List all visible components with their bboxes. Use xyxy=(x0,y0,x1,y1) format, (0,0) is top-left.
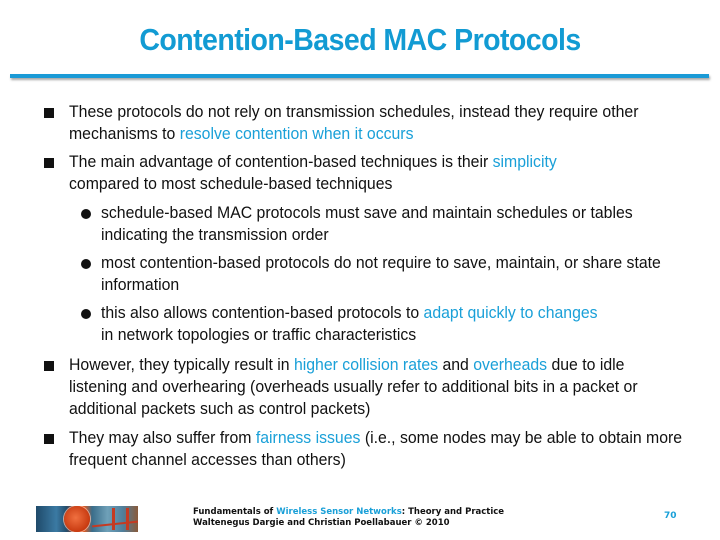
sub-bullet-item: this also allows contention-based protocols to adapt quickly to changes in network topologies or traffic characteristics xyxy=(101,303,598,344)
round-bullet-icon xyxy=(81,209,91,219)
bullet-item: The main advantage of contention-based techniques is their simplicity compared to most schedule-based techniques xyxy=(69,152,557,193)
sub-bullet-item: most contention-based protocols do not require to save, maintain, or share state information xyxy=(101,253,661,294)
square-bullet-icon xyxy=(44,361,54,371)
square-bullet-icon xyxy=(44,158,54,168)
highlight-collision-rates: higher collision rates xyxy=(293,355,439,374)
bridge-deck-graphic xyxy=(92,521,138,528)
highlight-adapt-quickly: adapt quickly to changes xyxy=(423,303,598,322)
page-number: 70 xyxy=(664,511,677,521)
square-bullet-icon xyxy=(44,108,54,118)
round-bullet-icon xyxy=(81,309,91,319)
footer-line-2: Waltenegus Dargie and Christian Poellabauer © 2010 xyxy=(193,518,450,528)
highlight-overheads: overheads xyxy=(473,355,548,374)
title-divider xyxy=(10,74,709,78)
highlight-fairness-issues: fairness issues xyxy=(255,428,361,447)
footer-citation xyxy=(193,507,504,529)
sun-graphic xyxy=(64,506,90,532)
bullet-item: However, they typically result in higher collision rates and overheads due to idle listening and overhearing (overheads usually refer to additional bits in a packet or additional packets such as control packets) xyxy=(69,355,638,418)
bridge-tower-graphic xyxy=(112,508,115,530)
slide-title: Contention-Based MAC Protocols xyxy=(139,22,581,57)
sub-bullet-item: schedule-based MAC protocols must save and maintain schedules or tables indicating the transmission order xyxy=(101,203,633,244)
footer-line-1: Fundamentals of Wireless Sensor Networks: Theory and Practice xyxy=(193,507,505,517)
round-bullet-icon xyxy=(81,259,91,269)
bullet-item: These protocols do not rely on transmission schedules, instead they require other mechanisms to resolve contention when it occurs xyxy=(69,102,639,143)
bridge-tower-graphic xyxy=(126,508,129,530)
bullet-item: They may also suffer from fairness issues (i.e., some nodes may be able to obtain more frequent channel accesses than others) xyxy=(69,428,683,469)
highlight-simplicity: simplicity xyxy=(492,152,557,171)
highlight-resolve-contention: resolve contention when it occurs xyxy=(179,124,414,143)
square-bullet-icon xyxy=(44,434,54,444)
book-cover-banner-image xyxy=(36,506,138,532)
